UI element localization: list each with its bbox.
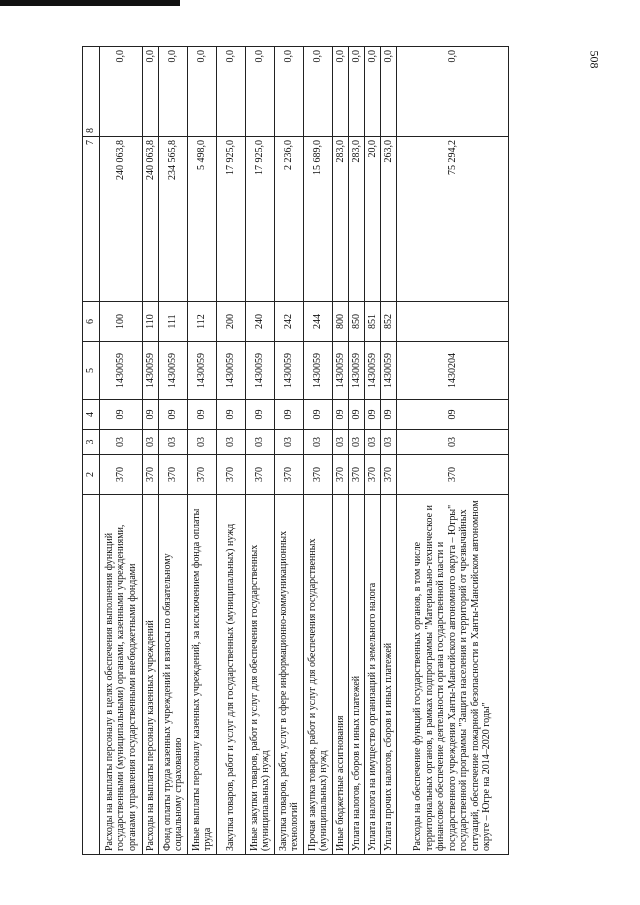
table-row (246, 47, 275, 855)
row-code-6: 852 (381, 302, 397, 342)
table-row (333, 47, 349, 855)
row-code-5: 1430059 (381, 342, 397, 400)
row-code-3: 03 (381, 430, 397, 455)
row-code-2: 370 (349, 455, 365, 495)
row-amount: 240 063,8 (143, 137, 159, 302)
table-row (397, 47, 509, 855)
row-code-4: 09 (381, 400, 397, 430)
row-amount-2: 0,0 (143, 47, 159, 137)
header-cell-5: 5 (83, 342, 100, 400)
table-row (217, 47, 246, 855)
row-description: Расходы на выплаты персоналу в целях обеспечения выполнения функций государственными (муниципальными) органами, казенными учреждениями, органами управления государственными внебюджетными фондами (100, 495, 143, 855)
row-code-5: 1430059 (365, 342, 381, 400)
table-row (349, 47, 365, 855)
row-amount: 240 063,8 (100, 137, 143, 302)
row-amount: 283,0 (349, 137, 365, 302)
row-code-5: 1430059 (159, 342, 188, 400)
budget-table (82, 46, 509, 855)
row-code-2: 370 (275, 455, 304, 495)
row-code-6: 244 (304, 302, 333, 342)
row-code-3: 03 (246, 430, 275, 455)
row-amount-2: 0,0 (365, 47, 381, 137)
row-description: Фонд оплаты труда казенных учреждений и взносы по обязательному социальному страхованию (159, 495, 188, 855)
row-code-4: 09 (304, 400, 333, 430)
table-header-row (83, 47, 100, 855)
table-row (159, 47, 188, 855)
row-code-3: 03 (365, 430, 381, 455)
header-cell-7: 7 (83, 137, 100, 302)
row-code-3: 03 (100, 430, 143, 455)
row-code-2: 370 (217, 455, 246, 495)
row-code-6: 851 (365, 302, 381, 342)
row-code-5: 1430059 (333, 342, 349, 400)
row-code-6: 200 (217, 302, 246, 342)
row-amount: 283,0 (333, 137, 349, 302)
row-description: Расходы на выплаты персоналу казенных учреждений (143, 495, 159, 855)
row-code-4: 09 (275, 400, 304, 430)
header-cell-1 (83, 495, 100, 855)
row-code-3: 03 (349, 430, 365, 455)
row-amount: 234 565,8 (159, 137, 188, 302)
row-code-4: 09 (217, 400, 246, 430)
table-body (100, 47, 509, 855)
table-row (381, 47, 397, 855)
row-code-6: 100 (100, 302, 143, 342)
row-code-3: 03 (217, 430, 246, 455)
table-row (188, 47, 217, 855)
row-description: Расходы на обеспечение функций государственных органов, в том числе территориальных органов, в рамках подпрограммы "Материально-техническое и финансовое обеспечение деятельности органа государственной власти и государственного учреждения Ханты-Мансийского автономного округа – Югры" государственной программы "Защита населения и территорий от чрезвычайных ситуаций, обеспечение пожарной безопасности в Ханты-Мансийском автономном округе – Югре на 2014–2020 годы" (397, 495, 509, 855)
row-code-4: 09 (159, 400, 188, 430)
row-amount-2: 0,0 (333, 47, 349, 137)
row-code-2: 370 (246, 455, 275, 495)
row-code-2: 370 (365, 455, 381, 495)
row-description: Уплата прочих налогов, сборов и иных платежей (381, 495, 397, 855)
row-description: Закупка товаров, работ, услуг в сфере информационно-коммуникационных технологий (275, 495, 304, 855)
row-code-3: 03 (304, 430, 333, 455)
row-code-2: 370 (188, 455, 217, 495)
row-amount: 75 294,2 (397, 137, 509, 302)
row-amount-2: 0,0 (304, 47, 333, 137)
row-code-4: 09 (397, 400, 509, 430)
row-amount-2: 0,0 (381, 47, 397, 137)
row-description: Уплата налогов, сборов и иных платежей (349, 495, 365, 855)
row-amount-2: 0,0 (100, 47, 143, 137)
row-code-3: 03 (275, 430, 304, 455)
row-code-2: 370 (159, 455, 188, 495)
row-amount: 263,0 (381, 137, 397, 302)
row-code-5: 1430059 (143, 342, 159, 400)
row-code-6: 242 (275, 302, 304, 342)
row-code-3: 03 (333, 430, 349, 455)
header-cell-2: 2 (83, 455, 100, 495)
row-amount-2: 0,0 (397, 47, 509, 137)
row-code-2: 370 (333, 455, 349, 495)
row-code-5: 1430059 (349, 342, 365, 400)
table-row (143, 47, 159, 855)
row-code-6: 800 (333, 302, 349, 342)
top-edge-bar (0, 0, 180, 6)
row-amount-2: 0,0 (188, 47, 217, 137)
row-code-5: 1430059 (100, 342, 143, 400)
row-code-3: 03 (159, 430, 188, 455)
header-cell-8: 8 (83, 47, 100, 137)
rotated-table-container (82, 47, 552, 855)
row-amount: 5 498,0 (188, 137, 217, 302)
row-code-5: 1430059 (217, 342, 246, 400)
row-description: Иные бюджетные ассигнования (333, 495, 349, 855)
row-amount-2: 0,0 (275, 47, 304, 137)
row-amount: 17 925,0 (217, 137, 246, 302)
row-code-6: 112 (188, 302, 217, 342)
row-code-3: 03 (188, 430, 217, 455)
row-code-5: 1430059 (304, 342, 333, 400)
table-row (304, 47, 333, 855)
row-code-6: 850 (349, 302, 365, 342)
row-code-2: 370 (397, 455, 509, 495)
row-code-4: 09 (349, 400, 365, 430)
row-code-2: 370 (143, 455, 159, 495)
header-cell-3: 3 (83, 430, 100, 455)
row-code-6: 111 (159, 302, 188, 342)
row-amount-2: 0,0 (159, 47, 188, 137)
row-amount: 2 236,0 (275, 137, 304, 302)
row-code-4: 09 (365, 400, 381, 430)
row-code-5: 1430059 (275, 342, 304, 400)
row-code-4: 09 (333, 400, 349, 430)
row-code-6: 240 (246, 302, 275, 342)
row-amount-2: 0,0 (246, 47, 275, 137)
row-code-5: 1430204 (397, 342, 509, 400)
row-description: Иные выплаты персоналу казенных учреждений, за исключением фонда оплаты труда (188, 495, 217, 855)
row-amount-2: 0,0 (349, 47, 365, 137)
row-code-2: 370 (381, 455, 397, 495)
row-code-2: 370 (304, 455, 333, 495)
row-amount: 20,0 (365, 137, 381, 302)
row-description: Закупка товаров, работ и услуг для государственных (муниципальных) нужд (217, 495, 246, 855)
row-code-3: 03 (143, 430, 159, 455)
header-cell-4: 4 (83, 400, 100, 430)
table-row (100, 47, 143, 855)
header-cell-6: 6 (83, 302, 100, 342)
row-code-6: 110 (143, 302, 159, 342)
row-code-5: 1430059 (188, 342, 217, 400)
row-description: Прочая закупка товаров, работ и услуг для обеспечения государственных (муниципальных) нужд (304, 495, 333, 855)
row-code-4: 09 (100, 400, 143, 430)
row-code-5: 1430059 (246, 342, 275, 400)
page-number: 508 (587, 50, 602, 69)
row-description: Уплата налога на имущество организаций и земельного налога (365, 495, 381, 855)
row-amount-2: 0,0 (217, 47, 246, 137)
row-code-6 (397, 302, 509, 342)
row-amount: 17 925,0 (246, 137, 275, 302)
row-code-4: 09 (246, 400, 275, 430)
row-description: Иные закупки товаров, работ и услуг для обеспечения государственных (муниципальных) нужд (246, 495, 275, 855)
row-amount: 15 689,0 (304, 137, 333, 302)
row-code-3: 03 (397, 430, 509, 455)
table-row (365, 47, 381, 855)
row-code-4: 09 (143, 400, 159, 430)
table-row (275, 47, 304, 855)
row-code-4: 09 (188, 400, 217, 430)
row-code-2: 370 (100, 455, 143, 495)
